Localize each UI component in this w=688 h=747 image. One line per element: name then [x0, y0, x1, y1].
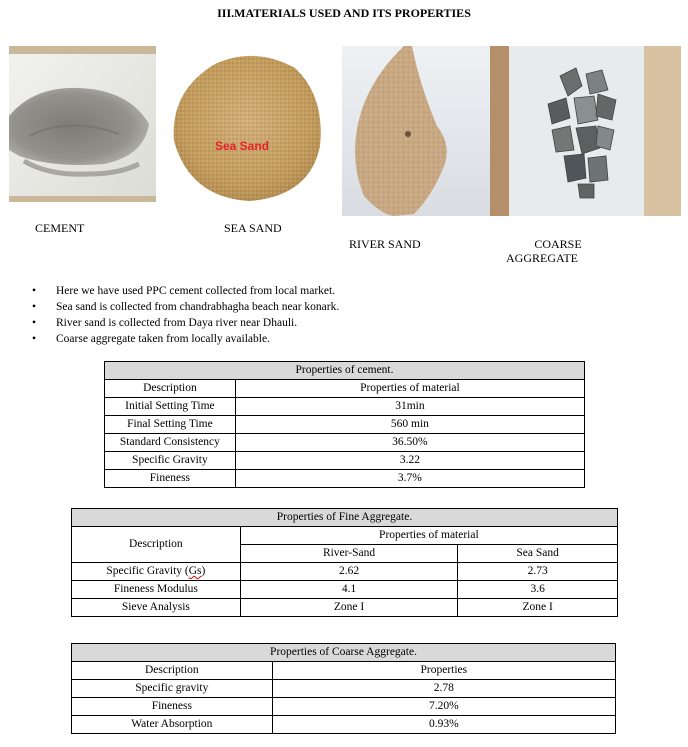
row-value: 31min: [235, 398, 584, 416]
column-header: Properties of material: [240, 527, 617, 545]
row-label: [72, 563, 241, 581]
row-label: Fineness Modulus: [72, 581, 241, 599]
bullet-glyph: •: [32, 301, 37, 313]
row-label: Specific Gravity: [105, 452, 236, 470]
list-item-text: Coarse aggregate taken from locally available.: [56, 333, 270, 345]
row-value: 7.20%: [272, 698, 615, 716]
spellcheck-marked-word: Gs: [188, 565, 202, 577]
caption-river-sand: RIVER SAND: [349, 237, 421, 251]
table-title: Properties of Fine Aggregate.: [72, 509, 618, 527]
table-row: [72, 563, 618, 581]
row-label: Sieve Analysis: [72, 599, 241, 617]
row-value: 0.93%: [272, 716, 615, 734]
bullet-glyph: •: [32, 285, 37, 297]
list-item-text: Sea sand is collected from chandrabhagha beach near konark.: [56, 301, 340, 313]
table-row: [72, 716, 616, 734]
row-value: 3.7%: [235, 470, 584, 488]
material-source-list: [32, 283, 339, 347]
table-row: [72, 581, 618, 599]
table-title: Properties of cement.: [105, 362, 585, 380]
row-value: 36.50%: [235, 434, 584, 452]
row-value: 3.22: [235, 452, 584, 470]
row-value: 4.1: [240, 581, 458, 599]
table-row: [105, 434, 585, 452]
list-item: [32, 331, 339, 347]
row-value: Zone I: [458, 599, 618, 617]
list-item-text: River sand is collected from Daya river near Dhauli.: [56, 317, 298, 329]
column-header: Properties: [272, 662, 615, 680]
caption-coarse-line2: AGGREGATE: [506, 251, 578, 265]
table-row: [105, 416, 585, 434]
caption-coarse-line1: COARSE: [534, 237, 582, 251]
fine-aggregate-properties-table: [71, 508, 618, 617]
table-title: Properties of Coarse Aggregate.: [72, 644, 616, 662]
sea-sand-label: Sea Sand: [214, 139, 270, 153]
list-item: [32, 315, 339, 331]
row-value: 2.73: [458, 563, 618, 581]
list-item: [32, 283, 339, 299]
sub-header-sea-sand: Sea Sand: [458, 545, 618, 563]
caption-cement: CEMENT: [35, 221, 85, 235]
page-heading: III.MATERIALS USED AND ITS PROPERTIES: [217, 6, 471, 20]
bullet-glyph: •: [32, 317, 37, 329]
caption-sea-sand: SEA SAND: [224, 221, 282, 235]
coarse-aggregate-photo: [490, 46, 681, 216]
sub-header-river-sand: River-Sand: [240, 545, 458, 563]
row-label: Fineness: [105, 470, 236, 488]
row-value: 560 min: [235, 416, 584, 434]
row-label: Water Absorption: [72, 716, 273, 734]
table-row: [72, 599, 618, 617]
table-row: [105, 470, 585, 488]
column-header: Description: [72, 662, 273, 680]
caption-coarse-aggregate: [500, 237, 610, 265]
list-item: [32, 299, 339, 315]
column-header: Properties of material: [235, 380, 584, 398]
row-label: Initial Setting Time: [105, 398, 236, 416]
row-value: 3.6: [458, 581, 618, 599]
coarse-aggregate-properties-table: [71, 643, 616, 734]
row-label: Specific gravity: [72, 680, 273, 698]
row-value: Zone I: [240, 599, 458, 617]
row-value: 2.62: [240, 563, 458, 581]
bullet-glyph: •: [32, 333, 37, 345]
table-row: [105, 398, 585, 416]
row-label-suffix: ): [201, 565, 206, 577]
column-header: Description: [72, 527, 241, 563]
row-value: 2.78: [272, 680, 615, 698]
column-header: Description: [105, 380, 236, 398]
table-row: [105, 452, 585, 470]
list-item-text: Here we have used PPC cement collected from local market.: [56, 285, 336, 297]
row-label: Fineness: [72, 698, 273, 716]
row-label: Final Setting Time: [105, 416, 236, 434]
sea-sand-photo: [160, 46, 330, 206]
row-label: Standard Consistency: [105, 434, 236, 452]
river-sand-photo: [342, 46, 490, 216]
table-row: [72, 680, 616, 698]
row-label-prefix: Specific Gravity (: [106, 565, 189, 577]
cement-properties-table: [104, 361, 585, 488]
cement-photo: [9, 46, 156, 202]
table-row: [72, 698, 616, 716]
